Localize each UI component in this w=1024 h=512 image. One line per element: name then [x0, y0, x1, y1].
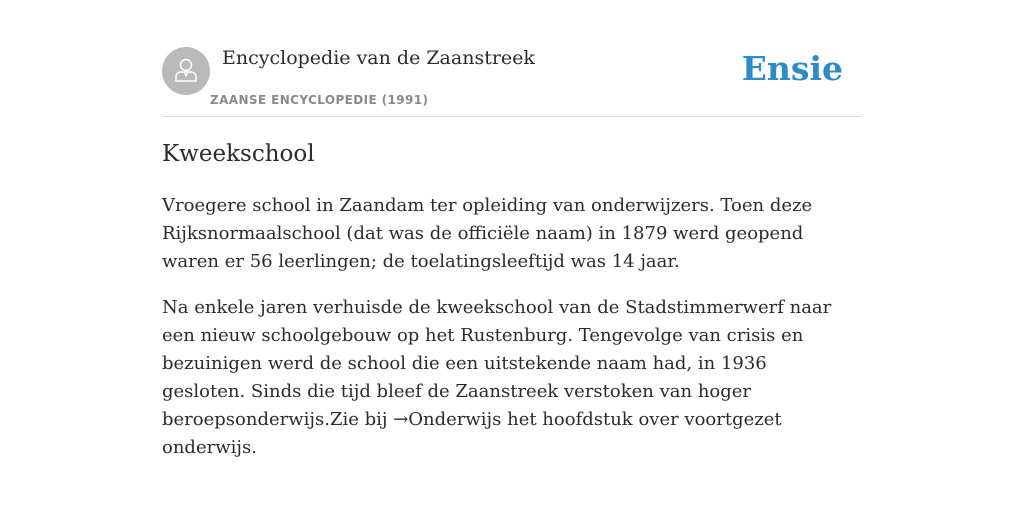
paragraph-2-text: Na enkele jaren verhuisde de kweekschool van de Stadstimmerwerf naar een nieuw schoolgebouw op het Rustenburg. Tengevolge van crisis en bezuinigen werd de school die een uitstekende naam had, in 1936 gesloten. Sinds die tijd bleef de Zaanstreek verstoken van hoger beroepsonderwijs.Zie bij — [162, 297, 832, 430]
avatar[interactable] — [162, 47, 210, 95]
source-title[interactable]: Encyclopedie van de Zaanstreek — [222, 47, 535, 69]
onderwijs-link[interactable]: →Onderwijs — [393, 409, 502, 430]
source-header — [162, 46, 862, 117]
user-icon — [171, 54, 201, 88]
article-body — [162, 138, 852, 480]
paragraph-1: Vroegere school in Zaandam ter opleiding van onderwijzers. Toen deze Rijksnormaalschool (dat was de officiële naam) in 1879 werd geopend waren er 56 leerlingen; de toelatingsleeftijd was 14 jaar. — [162, 195, 813, 272]
paragraph-2-tail: het hoofdstuk over voortgezet onderwijs. — [162, 409, 782, 458]
source-subtitle: ZAANSE ENCYCLOPEDIE (1991) — [210, 93, 429, 107]
paragraph-2 — [162, 294, 852, 462]
ensie-logo-link[interactable]: Ensie — [741, 49, 843, 88]
entry-title: Kweekschool — [162, 141, 315, 167]
